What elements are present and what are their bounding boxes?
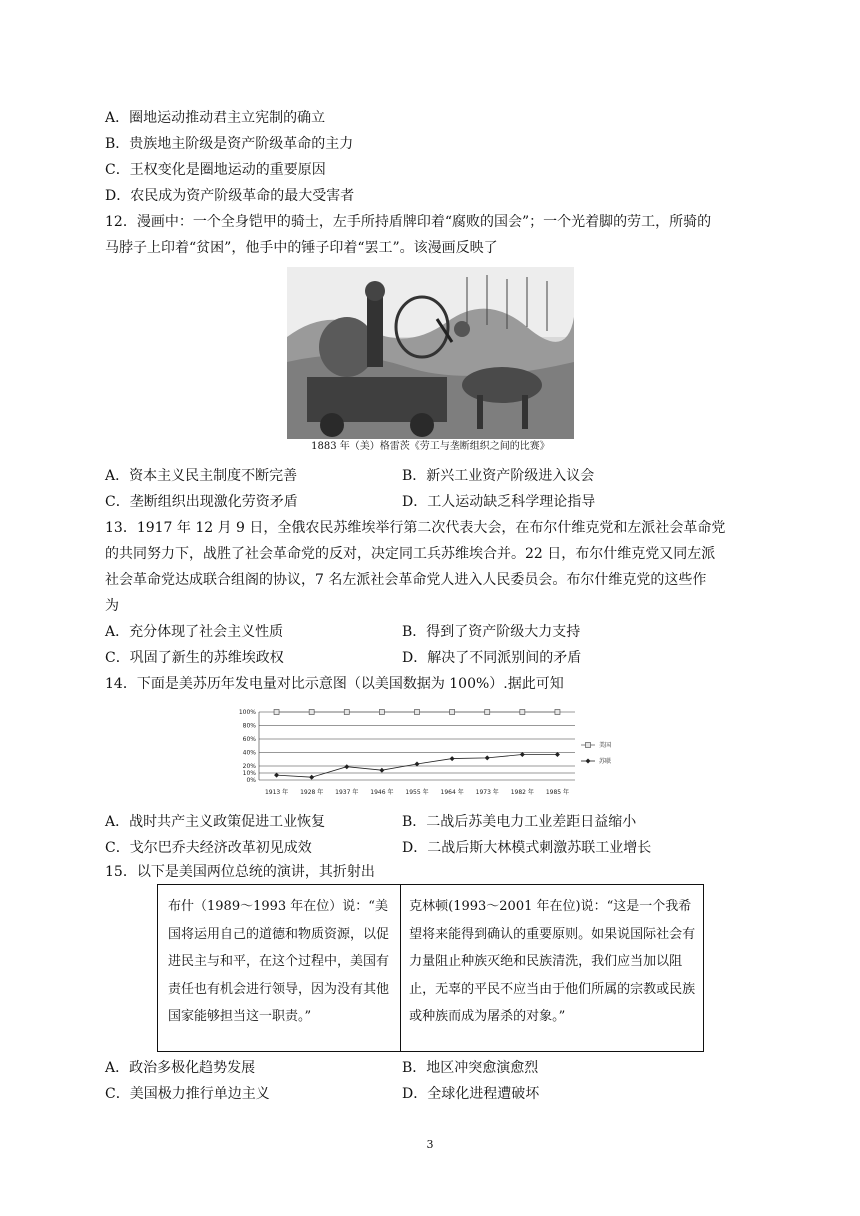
q11-option-c: C．王权变化是圈地运动的重要原因 — [105, 162, 326, 178]
q12-option-a: A．资本主义民主制度不断完善 — [105, 468, 298, 484]
q14-stem: 14．下面是美苏历年发电量对比示意图（以美国数据为 100%）.据此可知 — [105, 676, 564, 692]
chart-point-usa — [274, 710, 279, 715]
chart-point-usa — [344, 710, 349, 715]
q13-option-b: B．得到了资产阶级大力支持 — [402, 624, 581, 640]
q12-option-b: B．新兴工业资产阶级进入议会 — [402, 468, 595, 484]
q15-speech-table — [157, 884, 704, 1052]
q12-stem-line2: 马脖子上印着“贫困”，他手中的锤子印着“罢工”。该漫画反映了 — [105, 240, 498, 256]
q11-option-a: A．圈地运动推动君主立宪制的确立 — [105, 110, 326, 126]
q15-option-b: B．地区冲突愈演愈烈 — [402, 1060, 539, 1076]
q12-option-c: C．垄断组织出现激化劳资矛盾 — [105, 494, 298, 510]
chart-x-tick-label: 1946 年 — [370, 789, 394, 796]
chart-y-tick-label: 80% — [242, 722, 256, 730]
chart-point-usa — [415, 710, 420, 715]
q12-stem-line1: 12．漫画中：一个全身铠甲的骑士，左手所持盾牌印着“腐败的国会”；一个光着脚的劳工，所骑的 — [105, 214, 712, 230]
legend-marker-usa — [586, 743, 591, 748]
chart-point-ussr — [274, 773, 279, 778]
q14-option-d: D．二战后斯大林模式刺激苏联工业增长 — [402, 840, 652, 856]
chart-y-tick-label: 100% — [238, 709, 256, 716]
q15-option-a: A．政治多极化趋势发展 — [105, 1060, 256, 1076]
q15-stem: 15．以下是美国两位总统的演讲，其折射出 — [105, 864, 375, 880]
cartoon-illustration — [287, 267, 574, 439]
chart-point-ussr — [450, 756, 455, 761]
chart-point-usa — [485, 710, 490, 715]
q12-cartoon-image — [287, 267, 574, 439]
q15-option-c: C．美国极力推行单边主义 — [105, 1086, 270, 1102]
chart-x-tick-label: 1973 年 — [475, 789, 499, 796]
chart-point-usa — [379, 710, 384, 715]
chart-point-ussr — [485, 755, 490, 760]
q14-option-b: B．二战后苏美电力工业差距日益缩小 — [402, 814, 637, 830]
chart-point-ussr — [379, 768, 384, 773]
chart-y-tick-label: 20% — [242, 763, 256, 770]
chart-x-tick-label: 1955 年 — [405, 789, 429, 796]
chart-x-tick-label: 1964 年 — [440, 789, 464, 796]
chart-x-tick-label: 1982 年 — [510, 789, 534, 796]
chart-point-usa — [309, 710, 314, 715]
q11-option-b: B．贵族地主阶级是资产阶级革命的主力 — [105, 136, 354, 152]
q13-stem-line3: 社会革命党达成联合组阁的协议，7 名左派社会革命党人进入人民委员会。布尔什维克党的这些作 — [105, 572, 707, 588]
q13-option-d: D．解决了不同派别间的矛盾 — [402, 650, 582, 666]
q14-power-chart — [229, 705, 629, 800]
q13-option-c: C．巩固了新生的苏维埃政权 — [105, 650, 284, 666]
chart-x-tick-label: 1928 年 — [300, 789, 324, 796]
legend-marker-ussr — [586, 759, 591, 764]
page-number: 3 — [426, 1138, 434, 1151]
chart-point-ussr — [344, 764, 349, 769]
chart-y-tick-label: 10% — [242, 770, 256, 777]
chart-y-tick-label: 60% — [242, 736, 256, 743]
chart-x-tick-label: 1913 年 — [264, 789, 289, 796]
legend-label-ussr: 苏联 — [599, 758, 612, 765]
q12-image-caption: 1883 年（美）格雷茨《劳工与垄断组织之间的比赛》 — [311, 441, 550, 452]
q13-stem-line1: 13．1917 年 12 月 9 日，全俄农民苏维埃举行第二次代表大会，在布尔什维克党和左派社会革命党 — [105, 520, 726, 536]
legend-label-usa: 美国 — [599, 742, 612, 749]
chart-point-usa — [450, 710, 455, 715]
q14-option-c: C．戈尔巴乔夫经济改革初见成效 — [105, 840, 312, 856]
q15-option-d: D．全球化进程遭破坏 — [402, 1086, 540, 1102]
q13-option-a: A．充分体现了社会主义性质 — [105, 624, 284, 640]
chart-point-usa — [520, 710, 525, 715]
q12-option-d: D．工人运动缺乏科学理论指导 — [402, 494, 596, 510]
chart-point-ussr — [309, 775, 314, 780]
chart-svg — [229, 705, 629, 800]
clinton-speech-quote: 克林顿(1993～2001 年在位)说：“这是一个我希望将来能得到确认的重要原则。如果说国际社会有力量阻止种族灭绝和民族清洗，我们应当加以阻止，无辜的平民不应当由于他们所属的宗教或民族或种族而成为屠杀的对象。” — [409, 899, 696, 1024]
q14-option-a: A．战时共产主义政策促进工业恢复 — [105, 814, 326, 830]
chart-point-usa — [555, 710, 560, 715]
chart-y-tick-label: 0% — [246, 777, 256, 784]
chart-x-tick-label: 1937 年 — [335, 789, 359, 796]
bush-speech-quote: 布什（1989～1993 年在位）说：“美国将运用自己的道德和物质资源，以促进民主与和平，在这个过程中，美国有责任也有机会进行领导，因为没有其他国家能够担当这一职责。” — [158, 885, 401, 1051]
q13-stem-line4: 为 — [105, 598, 119, 614]
q11-option-d: D．农民成为资产阶级革命的最大受害者 — [105, 188, 355, 204]
chart-x-tick-label: 1985 年 — [545, 789, 570, 796]
q13-stem-line2: 的共同努力下，战胜了社会革命党的反对，决定同工兵苏维埃合并。22 日，布尔什维克党又同左派 — [105, 546, 716, 562]
chart-y-tick-label: 40% — [242, 749, 256, 757]
